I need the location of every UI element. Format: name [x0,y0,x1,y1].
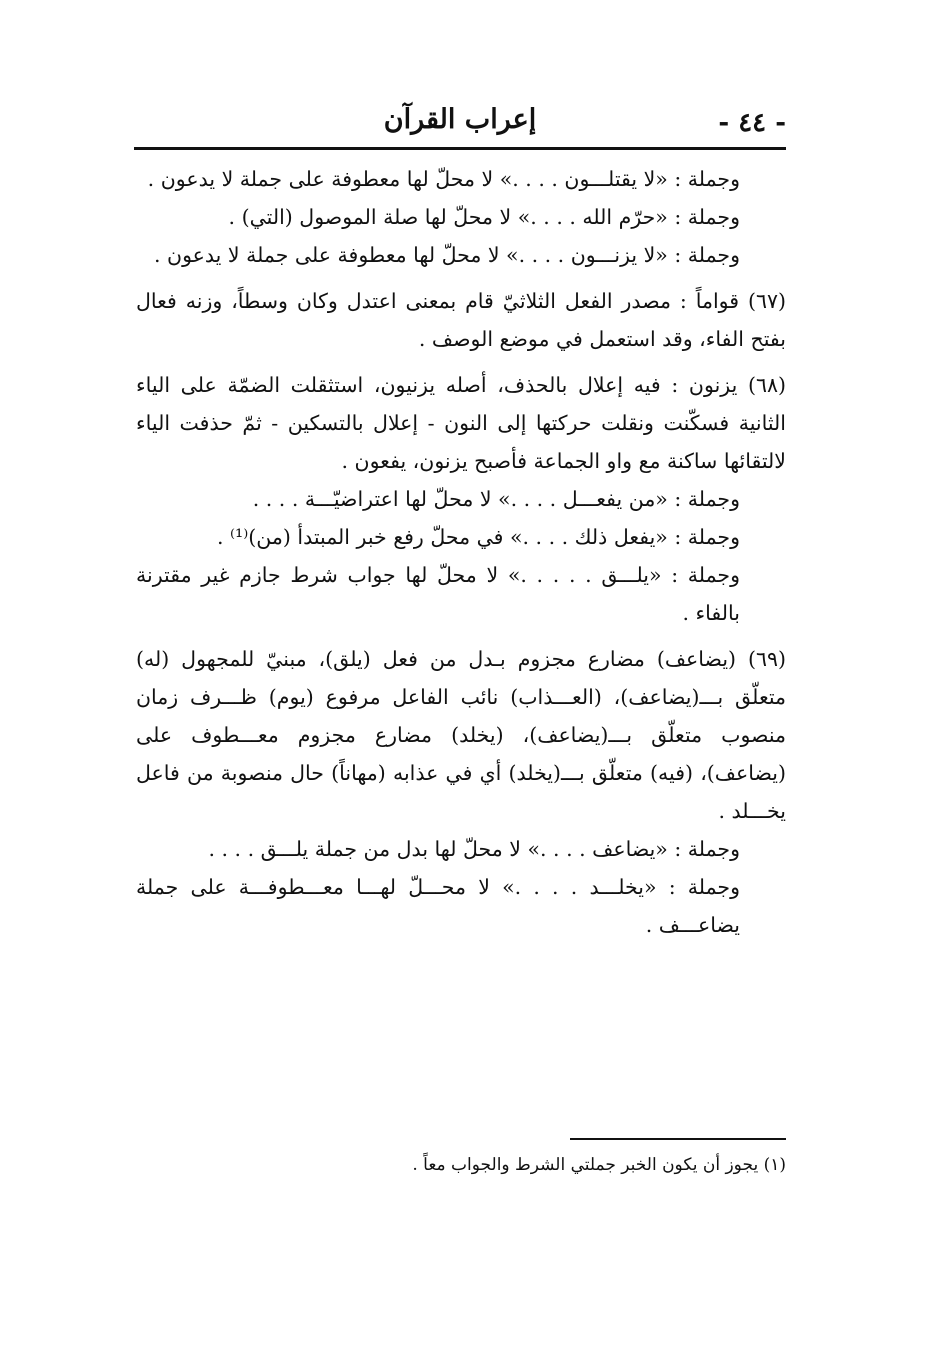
paragraph-clause: وجملة : «يضاعف . . . .» لا محلّ لها بدل من جملة يلـــق . . . . [208,837,740,861]
footnote: (١) يجوز أن يكون الخبر جملتي الشرط والجواب معاً . [412,1155,786,1175]
paragraph-clause: وجملة : «حرّم الله . . . .» لا محلّ لها صلة الموصول (التي) . [228,205,740,229]
page-number: - ٤٤ - [718,108,786,138]
paragraph-verse-69: (٦٩) (يضاعف) مضارع مجزوم بـدل من فعل (يلق)، مبنيّ للمجهول (له) متعلّق بـــ(يضاعف)، (العـــذاب) نائب الفاعل مرفوع (يوم) ظـــرف زمان منصوب متعلّق بـــ(يضاعف)، (يخلد) مضارع مجزوم معـــطوف على (يضاعف)، (فيه) متعلّق بـــ(يخلد) أي في عذابه (مهاناً) حال منصوبة من فاعل يخـــلد . [136,647,786,823]
paragraph-clause: وجملة : «لا يزنـــون . . . .» لا محلّ لها معطوفة على جملة لا يدعون . [154,243,740,267]
running-title: إعراب القرآن [383,104,537,135]
page-header [134,96,786,150]
paragraph-clause: وجملة : «يخلـــد . . . .» لا محـــلّ لهـــا معـــطوفـــة على جملة يضاعـــف . [136,875,740,937]
paragraph-clause: وجملة : «يفعل ذلك . . . .» في محلّ رفع خبر المبتدأ (من)⁽¹⁾ . [216,525,740,549]
paragraph-clause: وجملة : «لا يقتلـــون . . . .» لا محلّ لها معطوفة على جملة لا يدعون . [147,167,740,191]
paragraph-clause: وجملة : «من يفعـــل . . . .» لا محلّ لها اعتراضيّـــة . . . . [252,487,740,511]
footnote-rule [570,1138,786,1140]
paragraph-clause: وجملة : «يلـــق . . . . .» لا محلّ لها جواب شرط جازم غير مقترنة بالفاء . [136,563,740,625]
paragraph-verse-67: (٦٧) قواماً : مصدر الفعل الثلاثيّ قام بمعنى اعتدل وكان وسطاً، وزنه فعال بفتح الفاء، وقد استعمل في موضع الوصف . [136,289,786,351]
header-rule [134,147,786,150]
page-body [136,160,786,944]
paragraph-verse-68: (٦٨) يزنون : فيه إعلال بالحذف، أصله يزنيون، استثقلت الضمّة على الياء الثانية فسكّنت ونقلت حركتها إلى النون - إعلال بالتسكين - ثمّ حذفت الياء لالتقائها ساكنة مع واو الجماعة فأصبح يزنون، يفعون . [136,373,786,473]
